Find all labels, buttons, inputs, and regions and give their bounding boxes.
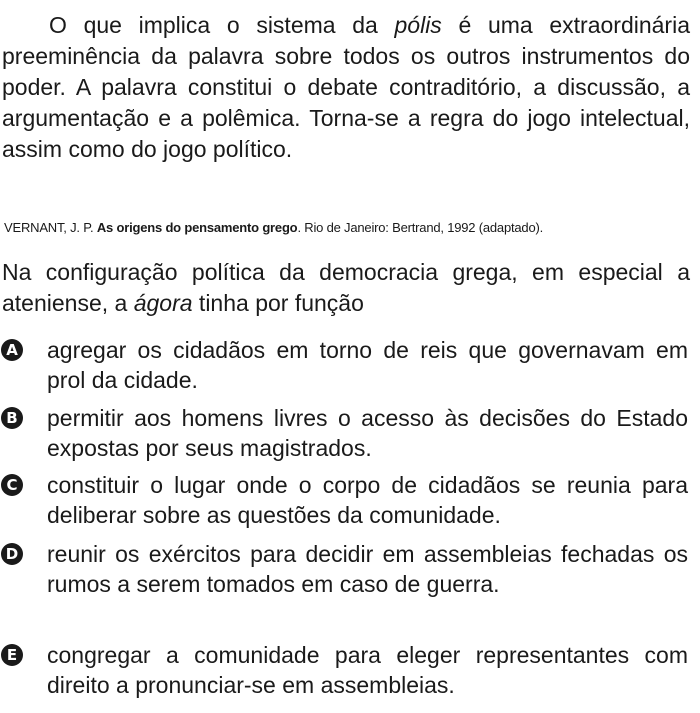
option-b-text: permitir aos homens livres o acesso às decisões do Estado expostas por seus magistrados. [47, 405, 688, 461]
question-italic-term: ágora [133, 290, 193, 316]
question-part2: tinha por função [192, 290, 364, 316]
option-e-text: congregar a comunidade para eleger representantes com direito a pronunciar-se em assembleias. [47, 642, 688, 698]
source-text-paragraph [2, 10, 690, 165]
citation-title: As origens do pensamento grego [96, 220, 298, 235]
option-a-letter-badge: A [1, 339, 23, 361]
option-c-letter-badge: C [1, 474, 23, 496]
citation [4, 218, 694, 238]
option-c-text: constituir o lugar onde o corpo de cidadãos se reunia para deliberar sobre as questões da comunidade. [47, 472, 688, 528]
option-d-letter-badge: D [1, 543, 23, 565]
option-b-letter-badge: B [1, 407, 23, 429]
citation-author: VERNANT, J. P. [4, 220, 97, 235]
option-a-text: agregar os cidadãos em torno de reis que governavam em prol da cidade. [47, 337, 688, 393]
option-e-letter-badge: E [1, 644, 23, 666]
question-part1: Na configuração política da democracia grega, em especial a ateniense, a [2, 259, 690, 316]
source-text-part2: é uma extraordinária preeminência da palavra sobre todos os outros instrumentos do poder. A palavra constitui o debate contraditório, a discussão, a argumentação e a polêmica. Torna-se a regra do jogo intelectual, assim como do jogo político. [2, 12, 690, 162]
citation-publication: . Rio de Janeiro: Bertrand, 1992 (adaptado). [297, 220, 544, 235]
source-text-part1: O que implica o sistema da [49, 12, 395, 38]
source-text-italic-term: pólis [394, 12, 442, 38]
question-stem [2, 257, 690, 319]
option-d-text: reunir os exércitos para decidir em assembleias fechadas os rumos a serem tomados em caso de guerra. [47, 541, 688, 597]
